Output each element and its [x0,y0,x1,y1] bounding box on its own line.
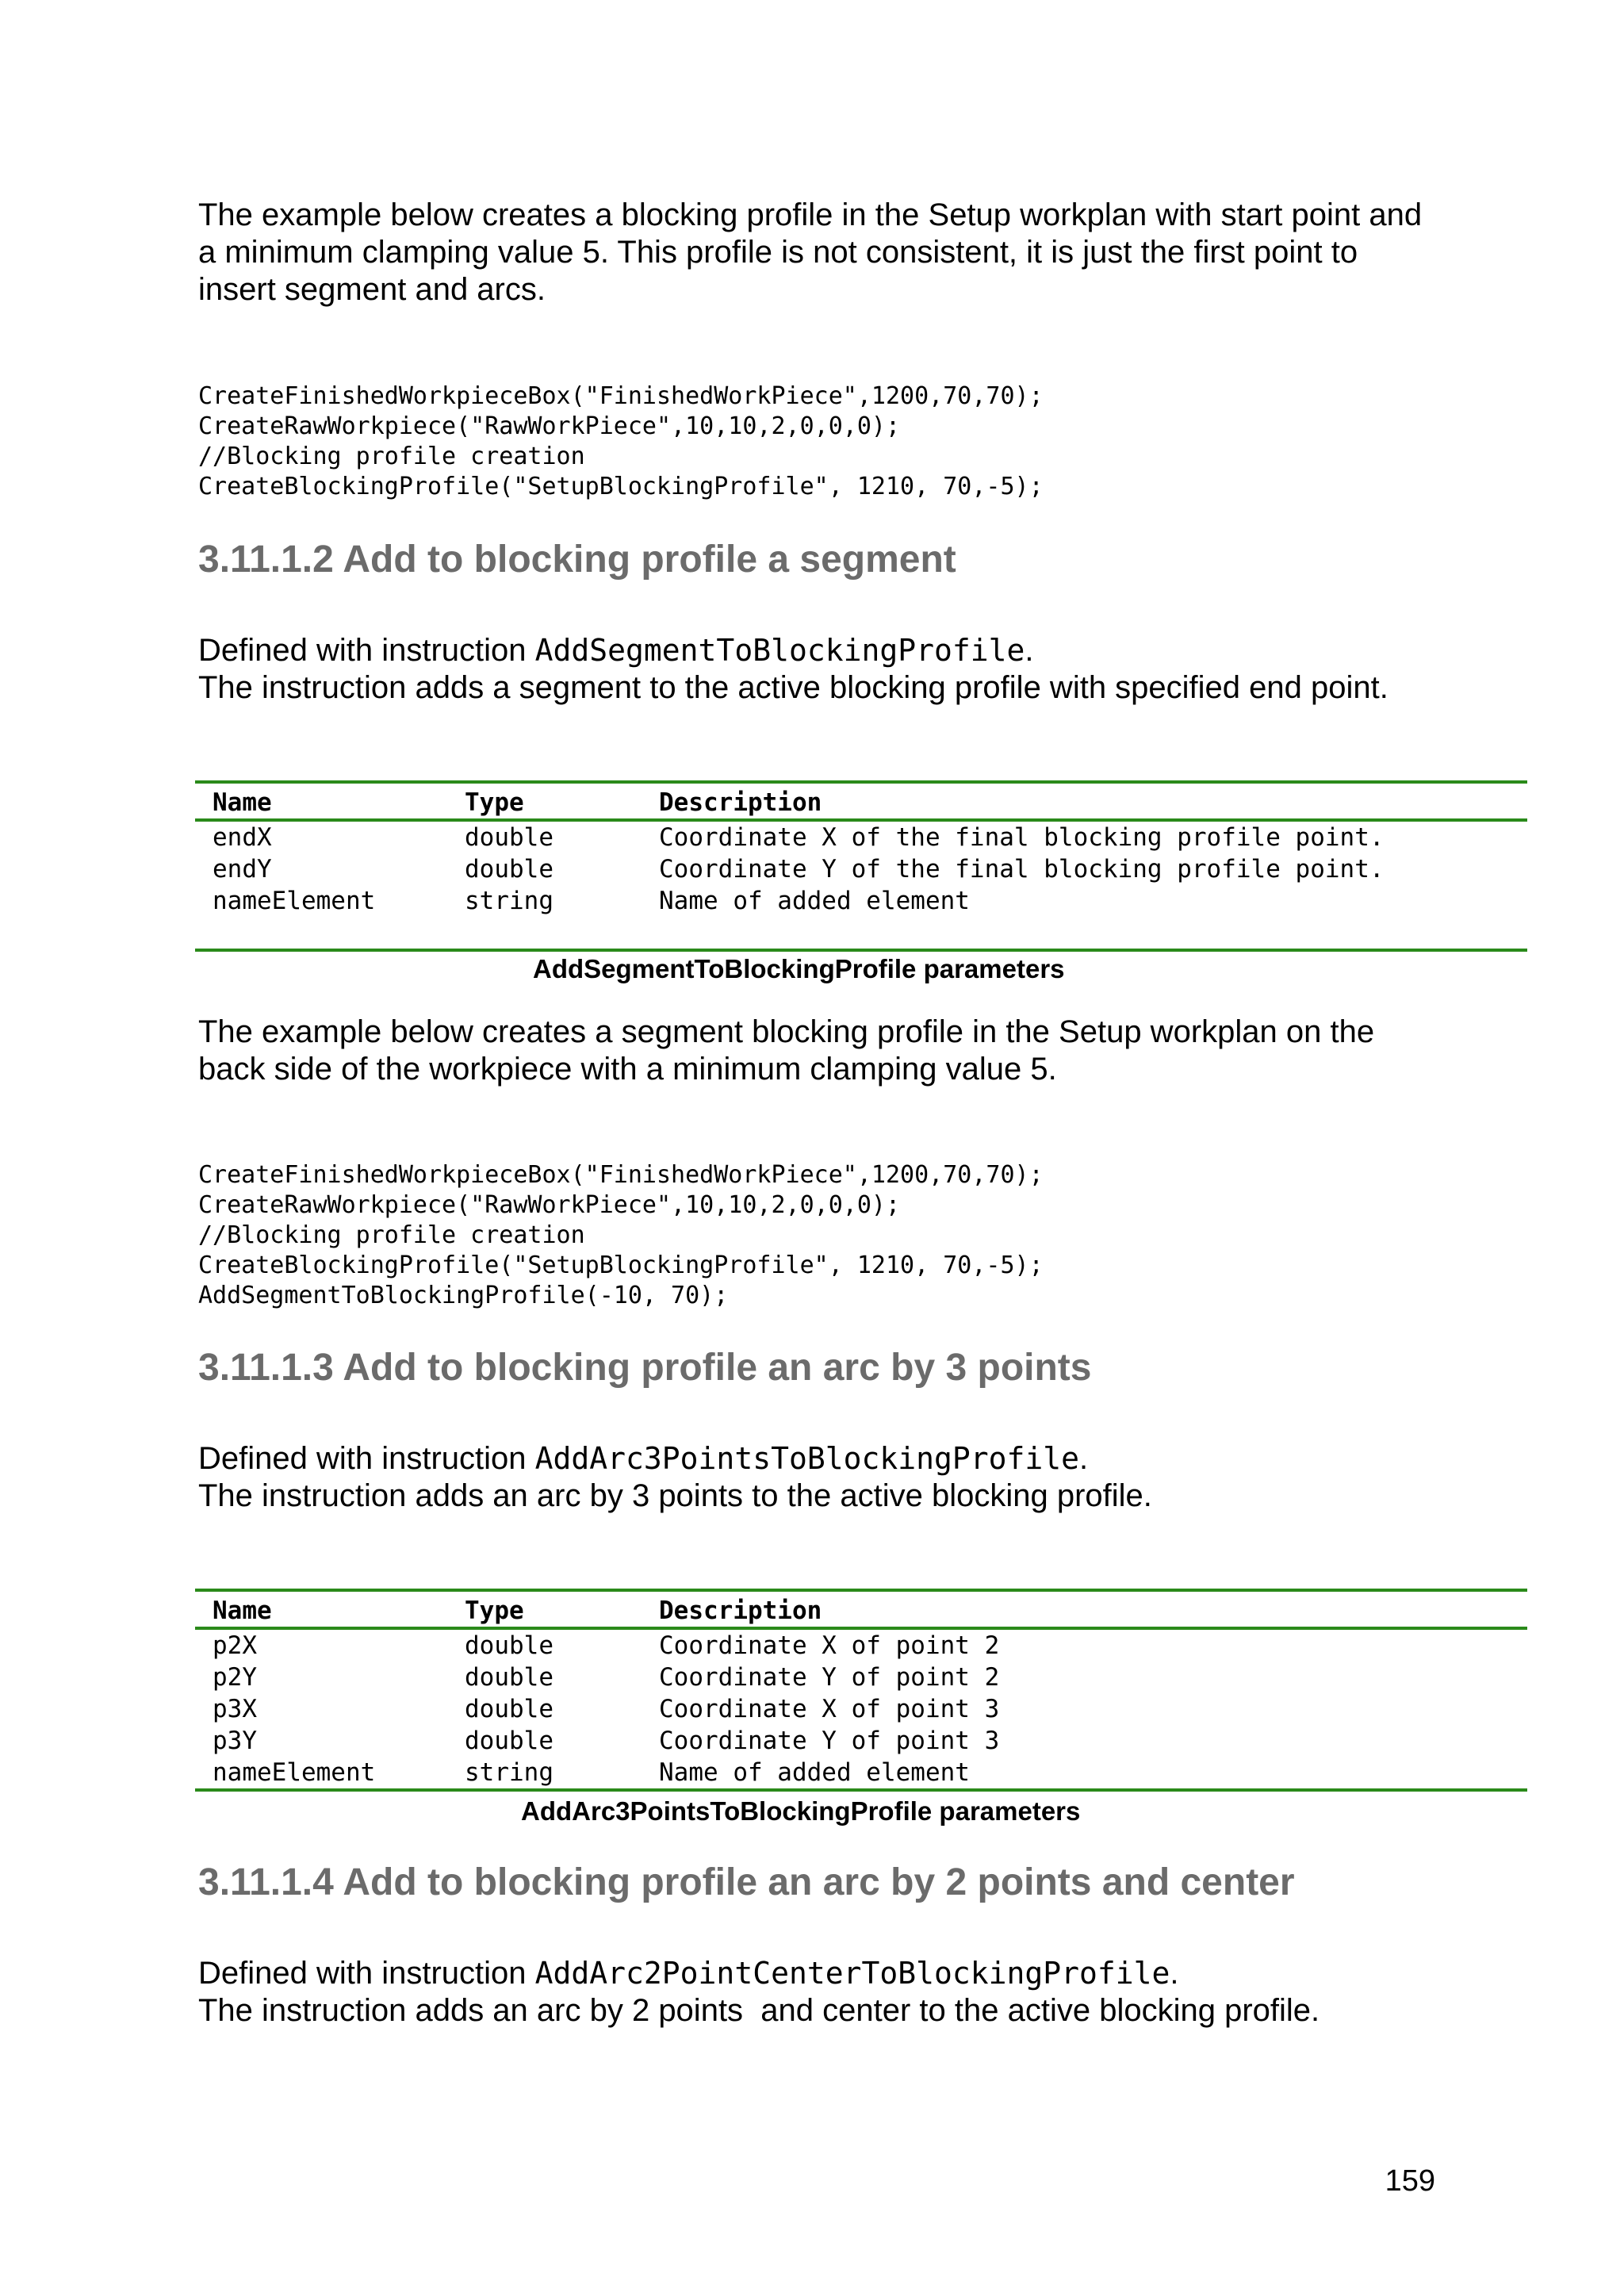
col-header-type: Type [465,788,524,817]
param-type: double [465,1663,553,1692]
table-row [195,885,1527,917]
param-description: Coordinate X of point 3 [659,1695,1000,1723]
col-header-description: Description [659,788,822,817]
code-block-segment [198,1160,1435,1311]
table-row [195,1725,1527,1757]
intro-paragraph [198,197,1435,309]
arc3-defined-line [198,1440,1435,1478]
param-description: Coordinate X of point 2 [659,1631,1000,1660]
param-type: string [465,887,553,915]
table-row [195,1630,1527,1662]
segment-defined-line [198,632,1435,669]
param-name: p3Y [213,1727,257,1755]
section-heading-segment: 3.11.1.2 Add to blocking profile a segment [198,539,956,581]
param-name: endY [213,855,272,884]
code-line: CreateFinishedWorkpieceBox("FinishedWorkPiece",1200,70,70); [198,1161,1044,1189]
col-header-name: Name [213,1596,272,1625]
param-name: p3X [213,1695,257,1723]
section-heading-arc3: 3.11.1.3 Add to blocking profile an arc by 3 points [198,1347,1092,1389]
param-description: Coordinate Y of point 2 [659,1663,1000,1692]
table-header-row [195,784,1527,818]
code-line: CreateFinishedWorkpieceBox("FinishedWorkPiece",1200,70,70); [198,382,1044,410]
param-name: p2X [213,1631,257,1660]
table-spacer [195,917,1527,949]
table-row [195,1693,1527,1725]
param-name: nameElement [213,1758,376,1787]
table-bottom-rule [195,1788,1527,1792]
param-type: double [465,1727,553,1755]
section-heading-arc2: 3.11.1.4 Add to blocking profile an arc by 2 points and center [198,1861,1295,1903]
table-row [195,1662,1527,1693]
table-caption-segment: AddSegmentToBlockingProfile parameters [533,954,1065,983]
arc3-definition [198,1440,1435,1515]
instruction-name: AddArc2PointCenterToBlockingProfile [534,1956,1170,1991]
defined-prefix: Defined with instruction [198,1956,535,1991]
code-line: CreateRawWorkpiece("RawWorkPiece",10,10,2,0,0,0); [198,1191,901,1219]
code-line: CreateBlockingProfile("SetupBlockingProfile", 1210, 70,-5); [198,1251,1044,1279]
segment-description: The instruction adds a segment to the active blocking profile with specified end point. [198,670,1388,705]
table-row [195,1757,1527,1788]
arc3-description: The instruction adds an arc by 3 points to the active blocking profile. [198,1478,1152,1513]
segment-example-paragraph [198,1014,1435,1088]
arc2-description: The instruction adds an arc by 2 points and center to the active blocking profile. [198,1993,1320,2028]
col-header-name: Name [213,788,272,817]
segment-example-text: The example below creates a segment blocking profile in the Setup workplan on the back side of the workpiece with a minimum clamping value 5. [198,1014,1375,1087]
arc2-defined-line [198,1955,1435,1992]
defined-prefix: Defined with instruction [198,1441,535,1476]
param-description: Coordinate Y of the final blocking profile point. [659,855,1385,884]
defined-suffix: . [1170,1956,1179,1991]
param-description: Coordinate Y of point 3 [659,1727,1000,1755]
code-block-setup [198,381,1435,502]
param-name: endX [213,823,272,852]
param-description: Coordinate X of the final blocking profile point. [659,823,1385,852]
table-bottom-rule [195,949,1527,952]
param-name: p2Y [213,1663,257,1692]
segment-definition [198,632,1435,707]
code-line: //Blocking profile creation [198,1221,585,1249]
param-type: double [465,1695,553,1723]
code-line: AddSegmentToBlockingProfile(-10, 70); [198,1282,729,1309]
table-caption-arc3: AddArc3PointsToBlockingProfile parameters [521,1796,1081,1826]
param-name: nameElement [213,887,376,915]
intro-text: The example below creates a blocking profile in the Setup workplan with start point and a minimum clamping value 5. This profile is not consistent, it is just the first point to insert segment and arcs. [198,197,1423,307]
param-type: double [465,855,553,884]
param-type: double [465,823,553,852]
params-table-segment [195,780,1527,952]
param-type: string [465,1758,553,1787]
param-type: double [465,1631,553,1660]
page-number: 159 [1385,2164,1435,2198]
params-table-arc3 [195,1589,1527,1792]
table-header-row [195,1592,1527,1627]
defined-suffix: . [1025,633,1034,668]
instruction-name: AddArc3PointsToBlockingProfile [534,1441,1079,1476]
code-line: CreateBlockingProfile("SetupBlockingProfile", 1210, 70,-5); [198,473,1044,500]
table-row [195,853,1527,885]
arc2-definition [198,1955,1435,2030]
table-row [195,822,1527,853]
defined-suffix: . [1079,1441,1089,1476]
instruction-name: AddSegmentToBlockingProfile [534,633,1025,668]
param-description: Name of added element [659,887,970,915]
code-line: CreateRawWorkpiece("RawWorkPiece",10,10,2,0,0,0); [198,412,901,440]
param-description: Name of added element [659,1758,970,1787]
code-line: //Blocking profile creation [198,443,585,470]
col-header-description: Description [659,1596,822,1625]
col-header-type: Type [465,1596,524,1625]
defined-prefix: Defined with instruction [198,633,535,668]
